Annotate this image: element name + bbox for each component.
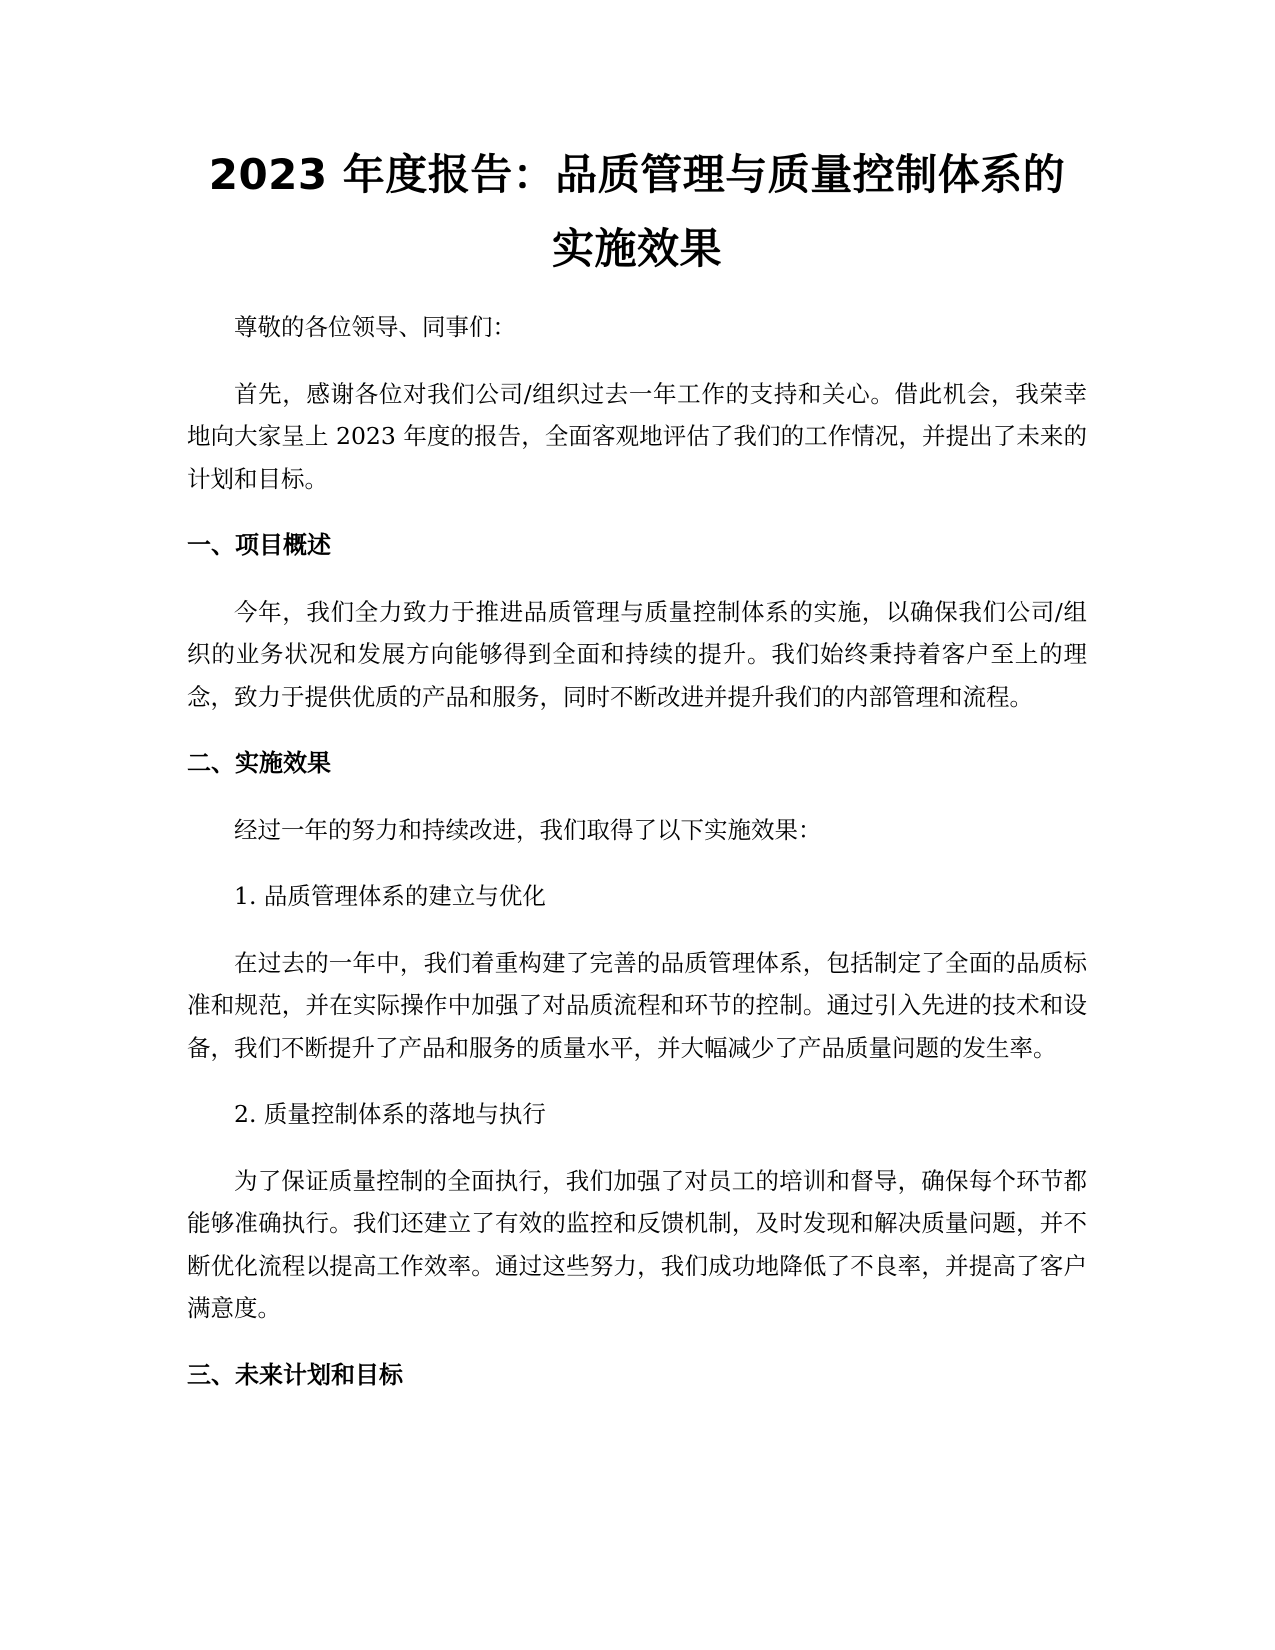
document-title — [187, 138, 1087, 286]
subsection-item-2: 2. 质量控制体系的落地与执行 — [234, 1100, 546, 1128]
subsection-1-paragraph: 在过去的一年中，我们着重构建了完善的品质管理体系，包括制定了全面的品质标准和规范，并在实际操作中加强了对品质流程和环节的控制。通过引入先进的技术和设备，我们不断提升了产品和服务的质量水平，并大幅减少了产品质量问题的发生率。 — [187, 948, 1087, 1062]
results-intro-paragraph: 经过一年的努力和持续改进，我们取得了以下实施效果： — [234, 815, 822, 844]
document-title-line-1: 2023 年度报告：品质管理与质量控制体系的 — [208, 150, 1066, 199]
section-heading-future: 三、未来计划和目标 — [187, 1360, 403, 1389]
overview-paragraph: 今年，我们全力致力于推进品质管理与质量控制体系的实施，以确保我们公司/组织的业务状况和发展方向能够得到全面和持续的提升。我们始终秉持着客户至上的理念，致力于提供优质的产品和服务，同时不断改进并提升我们的内部管理和流程。 — [187, 597, 1087, 711]
document-page — [187, 138, 1087, 1420]
intro-paragraph: 首先，感谢各位对我们公司/组织过去一年工作的支持和关心。借此机会，我荣幸地向大家呈上 2023 年度的报告，全面客观地评估了我们的工作情况，并提出了未来的计划和目标。 — [187, 379, 1087, 493]
subsection-2-paragraph: 为了保证质量控制的全面执行，我们加强了对员工的培训和督导，确保每个环节都能够准确执行。我们还建立了有效的监控和反馈机制，及时发现和解决质量问题，并不断优化流程以提高工作效率。通过这些努力，我们成功地降低了不良率，并提高了客户满意度。 — [187, 1166, 1087, 1322]
document-title-line-2: 实施效果 — [551, 224, 722, 273]
section-heading-results: 二、实施效果 — [187, 749, 331, 777]
salutation: 尊敬的各位领导、同事们： — [234, 313, 516, 341]
subsection-item-1: 1. 品质管理体系的建立与优化 — [234, 882, 546, 910]
section-heading-overview: 一、项目概述 — [187, 531, 331, 559]
